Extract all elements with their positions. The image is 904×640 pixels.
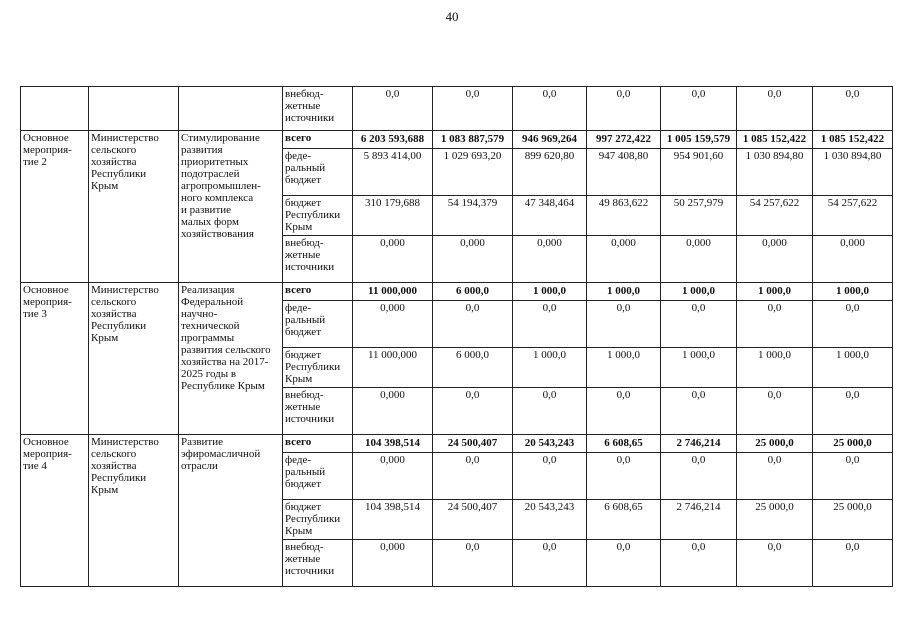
value-cell: 0,000 xyxy=(353,540,433,587)
value-cell: 25 000,0 xyxy=(737,500,813,540)
table-row xyxy=(21,87,893,131)
value-cell: 0,0 xyxy=(587,388,661,435)
value-cell: 1 085 152,422 xyxy=(813,131,893,149)
value-cell: 946 969,264 xyxy=(513,131,587,149)
value-cell: 25 000,0 xyxy=(813,500,893,540)
value-cell: 1 000,0 xyxy=(661,283,737,301)
value-cell: 0,0 xyxy=(737,388,813,435)
value-cell: 104 398,514 xyxy=(353,500,433,540)
empty-cell xyxy=(21,87,89,131)
value-cell: 0,000 xyxy=(513,236,587,283)
value-cell: 0,000 xyxy=(737,236,813,283)
value-cell: 1 083 887,579 xyxy=(433,131,513,149)
measure-name: Развитие эфиромасличной отрасли xyxy=(179,435,283,587)
value-cell: 1 000,0 xyxy=(813,283,893,301)
table-row xyxy=(21,435,893,453)
value-cell: 0,000 xyxy=(353,236,433,283)
value-cell: 6 608,65 xyxy=(587,500,661,540)
measure-name: Стимулирование развития приоритетных подотраслей агропромышлен- ного комплекса и развитие малых форм хозяйствования xyxy=(179,131,283,283)
source-cell: внебюд- жетные источники xyxy=(283,540,353,587)
source-cell: феде- ральный бюджет xyxy=(283,301,353,348)
budget-table xyxy=(20,86,893,587)
value-cell: 0,0 xyxy=(737,540,813,587)
measure-name: Реализация Федеральной научно- технической программы развития сельского хозяйства на 2017- 2025 годы в Республике Крым xyxy=(179,283,283,435)
value-cell: 0,000 xyxy=(353,453,433,500)
source-cell: внебюд- жетные источники xyxy=(283,87,353,131)
source-cell: феде- ральный бюджет xyxy=(283,453,353,500)
budget-table-body xyxy=(21,87,893,587)
table-row xyxy=(21,131,893,149)
page-number: 40 xyxy=(445,9,459,24)
value-cell: 1 000,0 xyxy=(661,348,737,388)
value-cell: 0,000 xyxy=(813,236,893,283)
value-cell: 0,0 xyxy=(813,453,893,500)
source-cell: бюджет Республики Крым xyxy=(283,196,353,236)
value-cell: 1 000,0 xyxy=(587,283,661,301)
value-cell: 0,0 xyxy=(661,301,737,348)
value-cell: 1 000,0 xyxy=(513,283,587,301)
value-cell: 5 893 414,00 xyxy=(353,149,433,196)
measure-code: Основное мероприя- тие 3 xyxy=(21,283,89,435)
value-cell: 0,000 xyxy=(433,236,513,283)
source-cell: всего xyxy=(283,435,353,453)
value-cell: 1 029 693,20 xyxy=(433,149,513,196)
value-cell: 54 257,622 xyxy=(813,196,893,236)
value-cell: 20 543,243 xyxy=(513,500,587,540)
value-cell: 0,0 xyxy=(587,87,661,131)
value-cell: 49 863,622 xyxy=(587,196,661,236)
value-cell: 0,0 xyxy=(737,87,813,131)
value-cell: 0,0 xyxy=(813,87,893,131)
value-cell: 0,000 xyxy=(661,236,737,283)
value-cell: 1 000,0 xyxy=(813,348,893,388)
executor-cell: Министерство сельского хозяйства Республики Крым xyxy=(89,131,179,283)
source-cell: внебюд- жетные источники xyxy=(283,388,353,435)
value-cell: 6 203 593,688 xyxy=(353,131,433,149)
value-cell: 0,0 xyxy=(433,87,513,131)
value-cell: 2 746,214 xyxy=(661,435,737,453)
empty-cell xyxy=(179,87,283,131)
value-cell: 54 257,622 xyxy=(737,196,813,236)
executor-cell: Министерство сельского хозяйства Республики Крым xyxy=(89,283,179,435)
value-cell: 899 620,80 xyxy=(513,149,587,196)
value-cell: 0,0 xyxy=(433,540,513,587)
value-cell: 24 500,407 xyxy=(433,500,513,540)
value-cell: 1 000,0 xyxy=(737,283,813,301)
value-cell: 0,0 xyxy=(813,540,893,587)
value-cell: 0,0 xyxy=(813,301,893,348)
value-cell: 0,0 xyxy=(353,87,433,131)
empty-cell xyxy=(89,87,179,131)
source-cell: бюджет Республики Крым xyxy=(283,348,353,388)
value-cell: 0,0 xyxy=(661,540,737,587)
source-cell: бюджет Республики Крым xyxy=(283,500,353,540)
value-cell: 0,0 xyxy=(587,540,661,587)
value-cell: 954 901,60 xyxy=(661,149,737,196)
value-cell: 54 194,379 xyxy=(433,196,513,236)
value-cell: 1 005 159,579 xyxy=(661,131,737,149)
measure-code: Основное мероприя- тие 2 xyxy=(21,131,89,283)
value-cell: 1 030 894,80 xyxy=(737,149,813,196)
value-cell: 1 085 152,422 xyxy=(737,131,813,149)
source-cell: внебюд- жетные источники xyxy=(283,236,353,283)
value-cell: 50 257,979 xyxy=(661,196,737,236)
value-cell: 0,0 xyxy=(513,87,587,131)
value-cell: 20 543,243 xyxy=(513,435,587,453)
value-cell: 0,0 xyxy=(587,453,661,500)
source-cell: всего xyxy=(283,131,353,149)
table-row xyxy=(21,283,893,301)
value-cell: 0,0 xyxy=(661,388,737,435)
value-cell: 1 000,0 xyxy=(587,348,661,388)
value-cell: 2 746,214 xyxy=(661,500,737,540)
value-cell: 0,0 xyxy=(587,301,661,348)
value-cell: 25 000,0 xyxy=(813,435,893,453)
value-cell: 11 000,000 xyxy=(353,348,433,388)
value-cell: 0,0 xyxy=(513,453,587,500)
value-cell: 997 272,422 xyxy=(587,131,661,149)
value-cell: 24 500,407 xyxy=(433,435,513,453)
value-cell: 0,000 xyxy=(353,388,433,435)
value-cell: 1 000,0 xyxy=(513,348,587,388)
value-cell: 0,0 xyxy=(433,301,513,348)
value-cell: 104 398,514 xyxy=(353,435,433,453)
value-cell: 0,0 xyxy=(433,388,513,435)
value-cell: 11 000,000 xyxy=(353,283,433,301)
value-cell: 0,0 xyxy=(737,453,813,500)
value-cell: 6 000,0 xyxy=(433,348,513,388)
value-cell: 6 000,0 xyxy=(433,283,513,301)
value-cell: 0,0 xyxy=(433,453,513,500)
value-cell: 1 030 894,80 xyxy=(813,149,893,196)
value-cell: 0,000 xyxy=(587,236,661,283)
value-cell: 0,000 xyxy=(353,301,433,348)
value-cell: 0,0 xyxy=(513,388,587,435)
value-cell: 310 179,688 xyxy=(353,196,433,236)
value-cell: 47 348,464 xyxy=(513,196,587,236)
value-cell: 0,0 xyxy=(737,301,813,348)
value-cell: 0,0 xyxy=(813,388,893,435)
value-cell: 25 000,0 xyxy=(737,435,813,453)
value-cell: 0,0 xyxy=(661,453,737,500)
source-cell: феде- ральный бюджет xyxy=(283,149,353,196)
value-cell: 0,0 xyxy=(513,540,587,587)
measure-code: Основное мероприя- тие 4 xyxy=(21,435,89,587)
value-cell: 0,0 xyxy=(661,87,737,131)
executor-cell: Министерство сельского хозяйства Республики Крым xyxy=(89,435,179,587)
value-cell: 947 408,80 xyxy=(587,149,661,196)
value-cell: 1 000,0 xyxy=(737,348,813,388)
value-cell: 6 608,65 xyxy=(587,435,661,453)
value-cell: 0,0 xyxy=(513,301,587,348)
source-cell: всего xyxy=(283,283,353,301)
